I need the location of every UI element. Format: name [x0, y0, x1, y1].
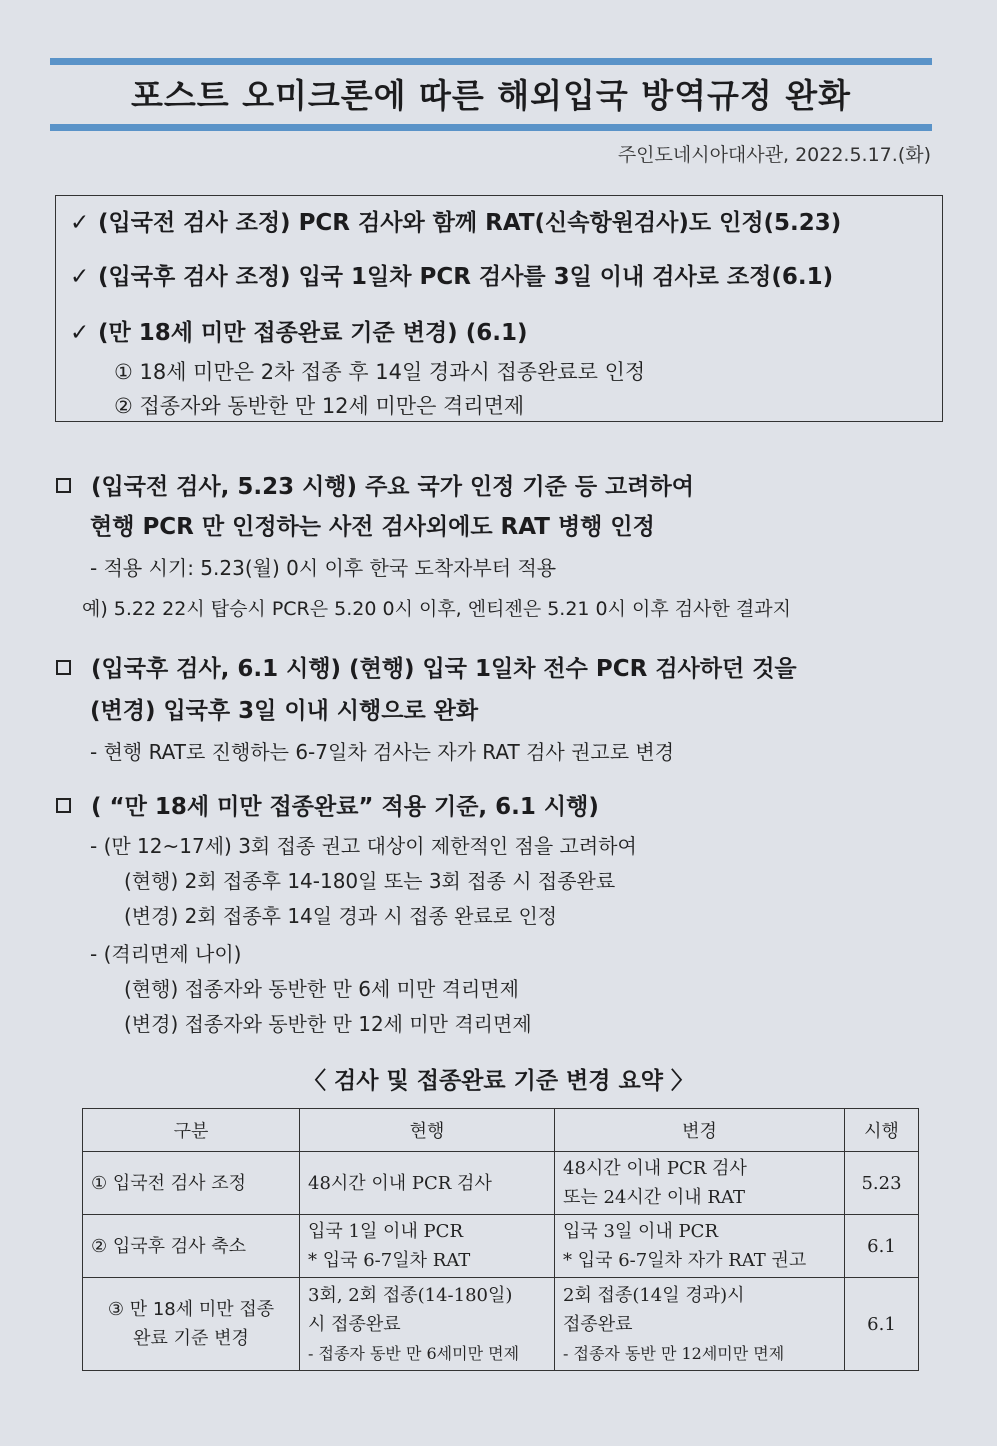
table-row — [83, 1215, 919, 1278]
section-detail: - (만 12~17세) 3회 접종 권고 대상이 제한적인 점을 고려하여 — [90, 834, 637, 858]
section-detail: (변경) 접종자와 동반한 만 12세 미만 격리면제 — [124, 1012, 532, 1036]
table-cell-current: 48시간 이내 PCR 검사 — [300, 1152, 555, 1215]
checkbox-square-icon — [56, 798, 71, 813]
table-title: 〈 검사 및 접종완료 기준 변경 요약 〉 — [303, 1068, 694, 1094]
title-rule-top — [50, 58, 932, 65]
table-cell-changed: 48시간 이내 PCR 검사 또는 24시간 이내 RAT — [555, 1152, 845, 1215]
document-title: 포스트 오미크론에 따른 해외입국 방역규정 완화 — [130, 76, 851, 115]
check-icon: ✓ — [70, 264, 90, 290]
title-rule-bottom — [50, 124, 932, 131]
section-heading: (입국전 검사, 5.23 시행) 주요 국가 인정 기준 등 고려하여 — [56, 468, 694, 501]
table-row — [83, 1152, 919, 1215]
table-cell-changed: 입국 3일 이내 PCR * 입국 6-7일차 자가 RAT 권고 — [555, 1215, 845, 1278]
checkbox-square-icon — [56, 478, 71, 493]
section-heading: ( “만 18세 미만 접종완료” 적용 기준, 6.1 시행) — [56, 788, 599, 821]
summary-table — [82, 1108, 919, 1371]
table-cell-current: 입국 1일 이내 PCR * 입국 6-7일차 RAT — [300, 1215, 555, 1278]
summary-box — [55, 195, 943, 422]
table-cell-category: ② 입국후 검사 축소 — [83, 1215, 300, 1278]
table-header-cell: 변경 — [555, 1109, 845, 1152]
check-icon: ✓ — [70, 320, 90, 346]
source-date: 주인도네시아대사관, 2022.5.17.(화) — [617, 144, 931, 166]
section-heading-continued: 현행 PCR 만 인정하는 사전 검사외에도 RAT 병행 인정 — [90, 514, 655, 540]
section-detail: - (격리면제 나이) — [90, 942, 242, 966]
table-cell-effective: 5.23 — [845, 1152, 919, 1215]
table-header-row — [83, 1109, 919, 1152]
table-cell-current: 3회, 2회 접종(14-180일) 시 접종완료 - 접종자 동반 만 6세미만 면제 — [300, 1278, 555, 1371]
section-heading-continued: (변경) 입국후 3일 이내 시행으로 완화 — [90, 698, 479, 724]
table-cell-category: ① 입국전 검사 조정 — [83, 1152, 300, 1215]
table-cell-effective: 6.1 — [845, 1215, 919, 1278]
summary-item: ✓ (입국전 검사 조정) PCR 검사와 함께 RAT(신속항원검사)도 인정(5.23) — [70, 210, 842, 236]
section-detail: (변경) 2회 접종후 14일 경과 시 접종 완료로 인정 — [124, 904, 558, 928]
summary-sub-item: ① 18세 미만은 2차 접종 후 14일 경과시 접종완료로 인정 — [114, 360, 646, 384]
table-cell-category: ③ 만 18세 미만 접종 완료 기준 변경 — [83, 1278, 300, 1371]
table-header-cell: 현행 — [300, 1109, 555, 1152]
summary-sub-item: ② 접종자와 동반한 만 12세 미만은 격리면제 — [114, 394, 525, 418]
section-example: 예) 5.22 22시 탑승시 PCR은 5.20 0시 이후, 엔티젠은 5.21 0시 이후 검사한 결과지 — [82, 598, 791, 620]
check-icon: ✓ — [70, 210, 90, 236]
section-detail: - 적용 시기: 5.23(월) 0시 이후 한국 도착자부터 적용 — [90, 556, 557, 580]
table-header-cell: 구분 — [83, 1109, 300, 1152]
checkbox-square-icon — [56, 660, 71, 675]
table-row — [83, 1278, 919, 1371]
table-header-cell: 시행 — [845, 1109, 919, 1152]
summary-item: ✓ (입국후 검사 조정) 입국 1일차 PCR 검사를 3일 이내 검사로 조정(6.1) — [70, 264, 834, 290]
section-heading: (입국후 검사, 6.1 시행) (현행) 입국 1일차 전수 PCR 검사하던 것을 — [56, 650, 797, 683]
section-detail: (현행) 2회 접종후 14-180일 또는 3회 접종 시 접종완료 — [124, 869, 616, 893]
table-cell-changed: 2회 접종(14일 경과)시 접종완료 - 접종자 동반 만 12세미만 면제 — [555, 1278, 845, 1371]
section-detail: (현행) 접종자와 동반한 만 6세 미만 격리면제 — [124, 977, 519, 1001]
table-cell-effective: 6.1 — [845, 1278, 919, 1371]
section-detail: - 현행 RAT로 진행하는 6-7일차 검사는 자가 RAT 검사 권고로 변경 — [90, 740, 675, 764]
summary-item: ✓ (만 18세 미만 접종완료 기준 변경) (6.1) — [70, 320, 528, 346]
